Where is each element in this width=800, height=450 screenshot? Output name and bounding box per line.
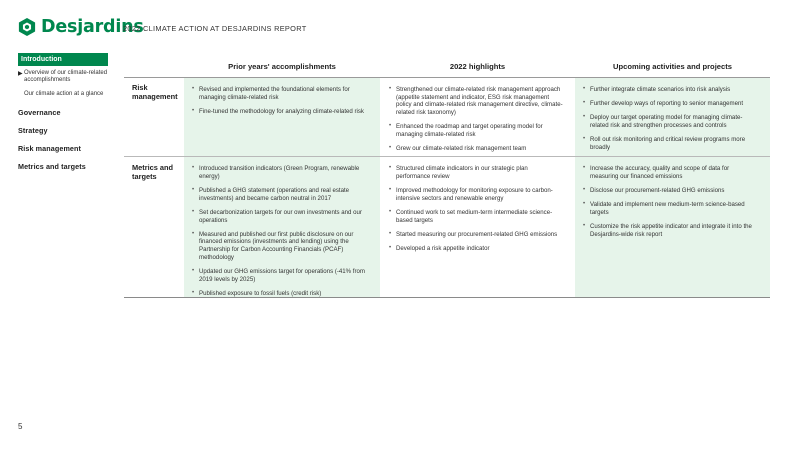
sidebar-item-strategy[interactable]: Strategy: [18, 126, 48, 135]
cell-metrics-prior: [184, 157, 380, 297]
hexagon-logo-icon: [18, 17, 36, 37]
sidebar-subitem-overview[interactable]: [18, 70, 108, 84]
sidebar-item-governance[interactable]: Governance: [18, 108, 61, 117]
list-item: • Validate and implement new medium-term science-based targets: [583, 201, 758, 216]
sidebar-nav: [18, 53, 108, 171]
list-item: • Continued work to set medium-term intermediate science-based targets: [389, 209, 563, 224]
list-item: • Revised and implemented the foundational elements for managing climate-related risk: [192, 86, 368, 101]
list-item: • Published a GHG statement (operations and real estate investments) and became carbon neutral in 2017: [192, 187, 368, 202]
list-item: • Set decarbonization targets for our own investments and our operations: [192, 209, 368, 224]
page-number: 5: [18, 422, 23, 431]
report-title: 2022 CLIMATE ACTION AT DESJARDINS REPORT: [123, 24, 307, 33]
brand-name: Desjardins: [41, 17, 144, 37]
column-header-upcoming: Upcoming activities and projects: [613, 62, 732, 71]
sidebar-item-introduction[interactable]: Introduction: [18, 53, 108, 66]
cell-metrics-2022: [381, 157, 575, 297]
cell-risk-2022: [381, 78, 575, 156]
list-item: • Enhanced the roadmap and target operating model for managing climate-related risk: [389, 123, 563, 138]
list-item: • Grew our climate-related risk management team: [389, 145, 563, 153]
list-item: • Developed a risk appetite indicator: [389, 245, 563, 253]
list-item: • Updated our GHG emissions target for operations (-41% from 2019 levels by 2025): [192, 268, 368, 283]
table-bottom-border: [124, 297, 770, 298]
triangle-right-icon: ▶: [18, 71, 23, 77]
list-item: • Further develop ways of reporting to senior management: [583, 100, 758, 108]
column-header-prior: Prior years' accomplishments: [228, 62, 336, 71]
list-item: • Published exposure to fossil fuels (credit risk): [192, 290, 368, 298]
sidebar-subitem-at-a-glance[interactable]: Our climate action at a glance: [24, 91, 104, 97]
list-item: • Further integrate climate scenarios into risk analysis: [583, 86, 758, 94]
list-item: • Structured climate indicators in our strategic plan performance review: [389, 165, 563, 180]
list-item: • Disclose our procurement-related GHG emissions: [583, 187, 758, 195]
sidebar-subitem-label: Overview of our climate-related accomplishments: [24, 70, 108, 83]
list-item: • Fine-tuned the methodology for analyzing climate-related risk: [192, 108, 368, 116]
row-label-risk-management: Risk management: [132, 83, 178, 101]
sidebar-item-risk-management[interactable]: Risk management: [18, 144, 82, 153]
list-item: • Started measuring our procurement-related GHG emissions: [389, 231, 563, 239]
list-item: • Strengthened our climate-related risk management approach (appetite statement and indicator, ESG risk management policy and climate-related risk management directive, climate-related risk taxonomy): [389, 86, 563, 117]
list-item: • Customize the risk appetite indicator and integrate it into the Desjardins-wide risk report: [583, 223, 758, 238]
list-item: • Roll out risk monitoring and critical review programs more broadly: [583, 136, 758, 151]
list-item: • Deploy our target operating model for managing climate-related risk and strengthen processes and controls: [583, 114, 758, 129]
list-item: • Increase the accuracy, quality and scope of data for measuring our financed emissions: [583, 165, 758, 180]
cell-risk-prior: [184, 78, 380, 156]
sidebar-item-metrics-and-targets[interactable]: Metrics and targets: [18, 162, 86, 171]
list-item: • Measured and published our first public disclosure on our financed emissions (investments and lending) using the Partnership for Carbon Accounting Financials (PCAF) methodology: [192, 231, 368, 262]
list-item: • Improved methodology for monitoring exposure to carbon-intensive sectors and renewable energy: [389, 187, 563, 202]
column-header-2022: 2022 highlights: [449, 62, 506, 71]
cell-metrics-upcoming: [575, 157, 770, 297]
cell-risk-upcoming: [575, 78, 770, 156]
row-label-metrics-and-targets: Metrics and targets: [132, 163, 174, 181]
list-item: • Introduced transition indicators (Green Program, renewable energy): [192, 165, 368, 180]
